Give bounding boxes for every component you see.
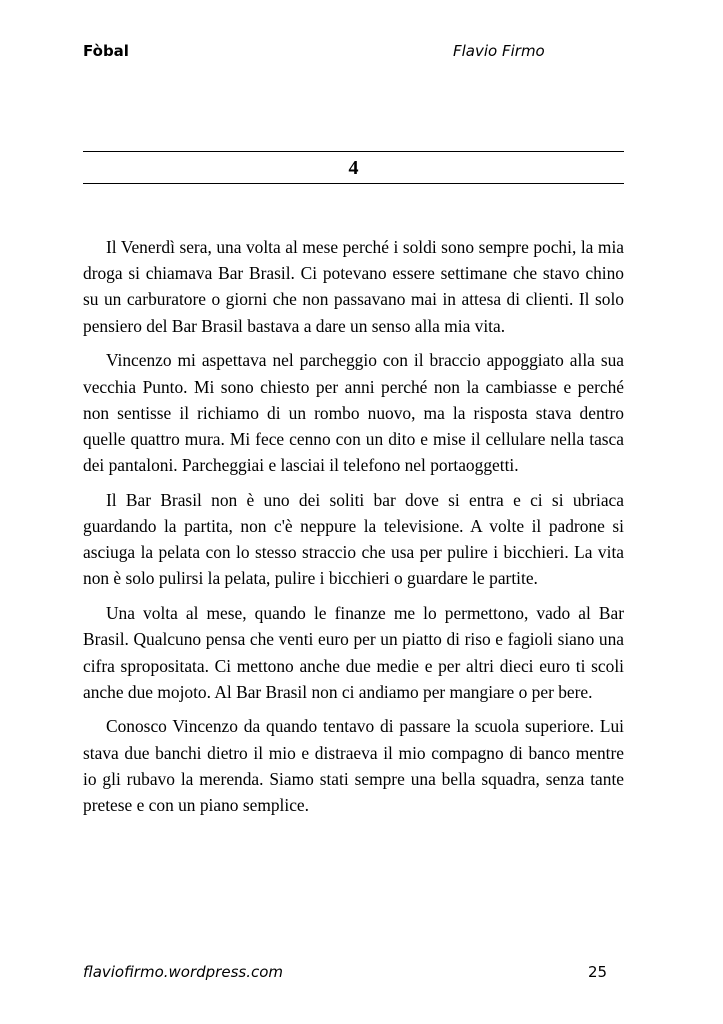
paragraph-3: Il Bar Brasil non è uno dei soliti bar dove si entra e ci si ubriaca guardando la partita, non c'è neppure la televisione. A volte il padrone si asciuga la pelata con lo stesso straccio che usa per pulire i bicchieri. La vita non è solo pulirsi la pelata, pulire i bicchieri o guardare le partite.: [83, 489, 624, 589]
paragraph-2: Vincenzo mi aspettava nel parcheggio con il braccio appoggiato alla sua vecchia Punto. Mi sono chiesto per anni perché non la cambiasse e perché non sentisse il richiamo di un rombo nuovo, ma la risposta stava dentro quelle quattro mura. Mi fece cenno con un dito e mise il cellulare nella tasca dei pantaloni. Parcheggiai e lasciai il telefono nel portaoggetti.: [83, 350, 624, 476]
chapter-rule-top: [83, 151, 624, 152]
paragraph-5: Conosco Vincenzo da quando tentavo di passare la scuola superiore. Lui stava due banchi dietro il mio e distraeva il mio compagno di banco mentre io gli rubavo la merenda. Siamo stati sempre una bella squadra, senza tante pretese e con un piano semplice.: [83, 716, 624, 816]
footer-website: flaviofirmo.wordpress.com: [83, 963, 284, 981]
paragraph-1: Il Venerdì sera, una volta al mese perché i soldi sono sempre pochi, la mia droga si chiamava Bar Brasil. Ci potevano essere settimane che stavo chino su un carburatore o giorni che non passavano mai in attesa di clienti. Il solo pensiero del Bar Brasil bastava a dare un senso alla mia vita.: [83, 237, 624, 336]
paragraph-4: Una volta al mese, quando le finanze me lo permettono, vado al Bar Brasil. Qualcuno pensa che venti euro per un piatto di riso e fagioli siano una cifra spropositata. Ci mettono anche due medie e per altri dieci euro ti scoli anche due mojoto. Al Bar Brasil non ci andiamo per mangiare o per bere.: [83, 603, 624, 702]
page-number: 25: [588, 963, 608, 981]
chapter-number: 4: [348, 157, 359, 179]
chapter-body: [83, 234, 624, 827]
book-title: Fòbal: [83, 42, 129, 60]
chapter-rule-bottom: [83, 183, 624, 184]
author-name: Flavio Firmo: [453, 42, 545, 60]
